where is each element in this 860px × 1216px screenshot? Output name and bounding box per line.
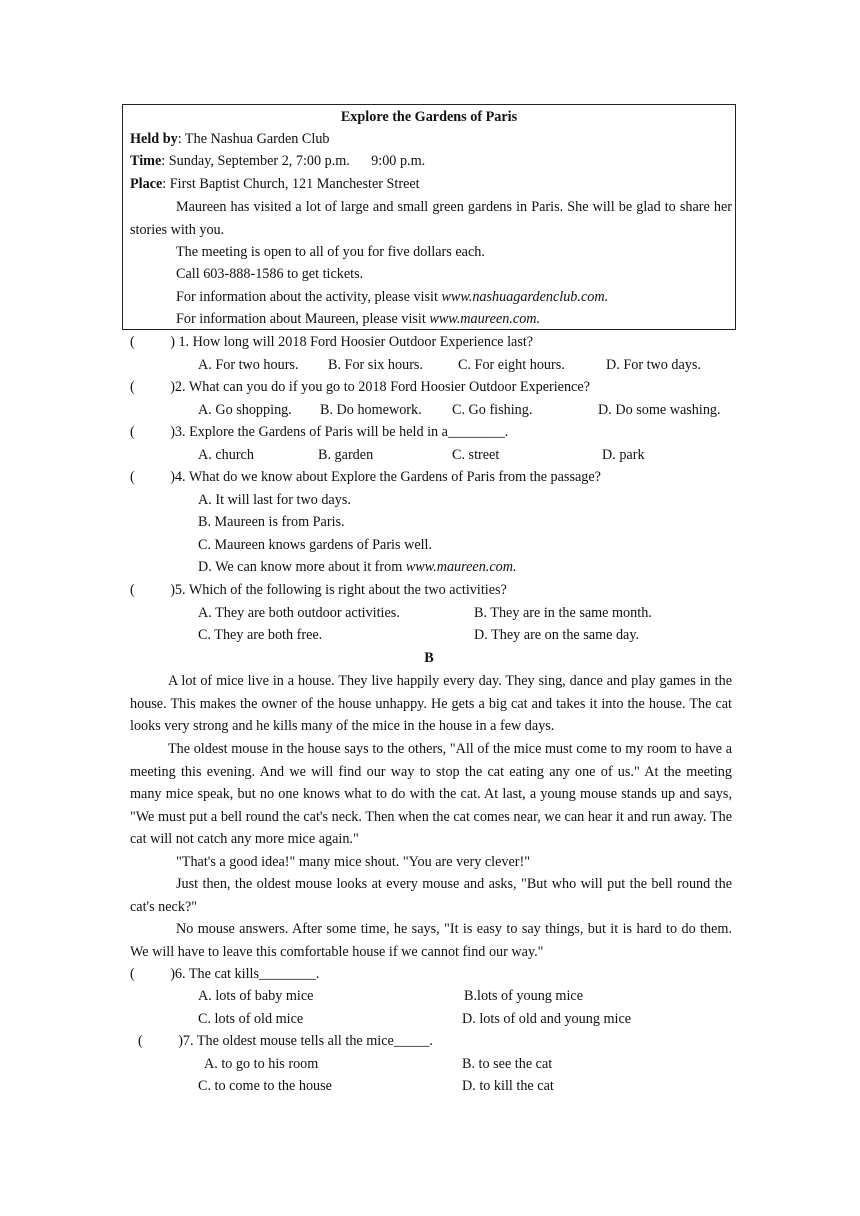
passage-b-paragraph-4: Just then, the oldest mouse looks at every mouse and asks, "But who will put the bell round the cat's neck?" xyxy=(130,876,732,915)
question-6-stem: ( )6. The cat kills________. xyxy=(130,966,320,982)
question-5-stem: ( )5. Which of the following is right about the two activities? xyxy=(130,582,507,598)
q6-option-d: D. lots of old and young mice xyxy=(462,1011,632,1027)
held-by-label: Held by xyxy=(130,131,178,147)
q3-option-a: A. church xyxy=(198,447,254,463)
time-value: : Sunday, September 2, 7:00 p.m. 9:00 p.m. xyxy=(161,153,426,169)
section-b-heading: B xyxy=(424,650,434,666)
activity-info-link: www.nashuagardenclub.com. xyxy=(441,289,609,305)
activity-info-text: For information about the activity, please visit xyxy=(176,289,442,305)
notice-paragraph-3: Call 603-888-1586 to get tickets. xyxy=(176,266,364,282)
q4-option-d-link: www.maureen.com. xyxy=(405,559,517,575)
notice-paragraph-5 xyxy=(176,309,540,329)
question-7-stem: ( )7. The oldest mouse tells all the mice_____. xyxy=(138,1033,433,1049)
q3-option-b: B. garden xyxy=(318,447,374,463)
question-3-stem: ( )3. Explore the Gardens of Paris will be held in a________. xyxy=(130,424,509,440)
place-value: : First Baptist Church, 121 Manchester Street xyxy=(162,176,420,192)
question-1-stem: ( ) 1. How long will 2018 Ford Hoosier Outdoor Experience last? xyxy=(130,334,534,350)
q6-option-c: C. lots of old mice xyxy=(198,1011,304,1027)
q4-option-d-text: D. We can know more about it from xyxy=(198,559,406,575)
notice-paragraph-4 xyxy=(176,287,608,307)
notice-title: Explore the Gardens of Paris xyxy=(340,109,518,125)
time-label: Time xyxy=(130,153,162,169)
maureen-info-link: www.maureen.com. xyxy=(429,311,541,327)
q1-option-b: B. For six hours. xyxy=(328,357,423,373)
q1-option-a: A. For two hours. xyxy=(198,357,299,373)
q4-option-a: A. It will last for two days. xyxy=(198,492,351,508)
q5-option-c: C. They are both free. xyxy=(198,627,323,643)
place-label: Place xyxy=(130,176,163,192)
q5-option-a: A. They are both outdoor activities. xyxy=(198,605,400,621)
q2-option-b: B. Do homework. xyxy=(320,402,422,418)
q1-option-c: C. For eight hours. xyxy=(458,357,565,373)
question-2-stem: ( )2. What can you do if you go to 2018 Ford Hoosier Outdoor Experience? xyxy=(130,379,590,395)
question-4-stem: ( )4. What do we know about Explore the Gardens of Paris from the passage? xyxy=(130,469,601,485)
q7-option-a: A. to go to his room xyxy=(204,1056,319,1072)
maureen-info-text: For information about Maureen, please visit xyxy=(176,311,430,327)
passage-b-paragraph-1: A lot of mice live in a house. They live happily every day. They sing, dance and play games in the house. This makes the owner of the house unhappy. He gets a big cat and takes it into the house. The cat looks very strong and he kills many of the mice in the house in a few days. xyxy=(130,673,732,735)
q2-option-d: D. Do some washing. xyxy=(598,402,721,418)
q3-option-d: D. park xyxy=(602,447,645,463)
passage-b-paragraph-3: "That's a good idea!" many mice shout. "You are very clever!" xyxy=(176,854,531,870)
q6-option-a: A. lots of baby mice xyxy=(198,988,314,1004)
passage-b-paragraph-5: No mouse answers. After some time, he says, "It is easy to say things, but it is hard to do them. We will have to leave this comfortable house if we cannot find our way." xyxy=(130,921,732,960)
place-line xyxy=(130,174,420,194)
q4-option-b: B. Maureen is from Paris. xyxy=(198,514,345,530)
time-line xyxy=(130,151,425,171)
held-by-line xyxy=(130,129,330,149)
q2-option-c: C. Go fishing. xyxy=(452,402,533,418)
q7-option-b: B. to see the cat xyxy=(462,1056,553,1072)
q2-option-a: A. Go shopping. xyxy=(198,402,292,418)
q7-option-c: C. to come to the house xyxy=(198,1078,332,1094)
q4-option-d xyxy=(198,557,517,577)
q1-option-d: D. For two days. xyxy=(606,357,701,373)
held-by-value: : The Nashua Garden Club xyxy=(177,131,330,147)
notice-paragraph-2: The meeting is open to all of you for five dollars each. xyxy=(176,244,485,260)
q7-option-d: D. to kill the cat xyxy=(462,1078,554,1094)
q6-option-b: B.lots of young mice xyxy=(464,988,584,1004)
passage-b-paragraph-2: The oldest mouse in the house says to the others, "All of the mice must come to my room to have a meeting this evening. And we will find our way to stop the cat eating any one of us." At the meeting many mice speak, but no one knows what to do with the cat. At last, a young mouse stands up and says, "We must put a bell round the cat's neck. Then when the cat comes near, we can hear it and run away. The cat will not catch any more mice again." xyxy=(130,741,732,848)
q3-option-c: C. street xyxy=(452,447,500,463)
q5-option-d: D. They are on the same day. xyxy=(474,627,640,643)
notice-paragraph-1: Maureen has visited a lot of large and small green gardens in Paris. She will be glad to share her stories with you. xyxy=(130,199,732,238)
q5-option-b: B. They are in the same month. xyxy=(474,605,652,621)
q4-option-c: C. Maureen knows gardens of Paris well. xyxy=(198,537,433,553)
